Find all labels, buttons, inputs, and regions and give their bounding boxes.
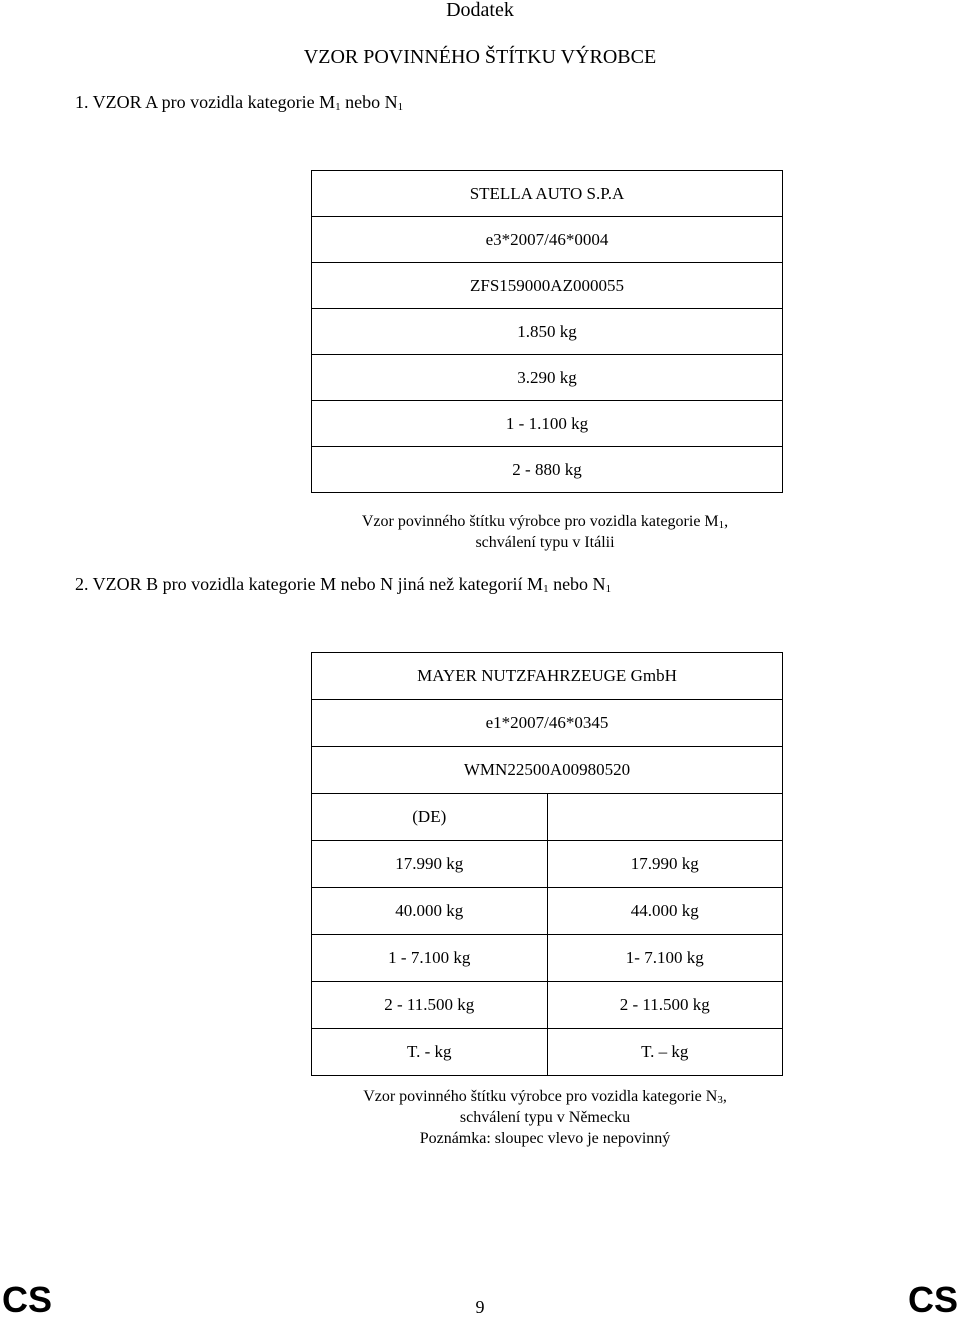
plate-a-axle-1-mass: 1 - 1.100 kg [312, 401, 783, 447]
plate-b-caption: Vzor povinného štítku výrobce pro vozidla kategorie $N_3$, schválení typu v Německu Poznámka: sloupec vlevo je nepovinný [300, 1086, 790, 1149]
plate-b-approval-number: e1*2007/46*0345 [312, 700, 783, 747]
plate-b-empty-cell [547, 794, 783, 841]
plate-a-table [311, 170, 783, 493]
plate-a-vin: ZFS159000AZ000055 [312, 263, 783, 309]
section-a-heading: 1. VZOR A pro vozidla kategorie $M_1$ nebo $N_1$ [75, 92, 404, 113]
plate-b-note: Poznámka: sloupec vlevo je nepovinný [419, 1130, 671, 1147]
plate-b-vin: WMN22500A00980520 [312, 747, 783, 794]
plate-a-axle-2-mass: 2 - 880 kg [312, 447, 783, 493]
plate-b-combination-mass-left: 40.000 kg [312, 888, 548, 935]
plate-b-coupling-right: T. – kg [547, 1029, 783, 1076]
plate-b-country-code: (DE) [312, 794, 548, 841]
plate-a-max-mass: 1.850 kg [312, 309, 783, 355]
plate-b-table [311, 652, 783, 1076]
plate-a-approval-number: e3*2007/46*0004 [312, 217, 783, 263]
plate-b-manufacturer: MAYER NUTZFAHRZEUGE GmbH [312, 653, 783, 700]
language-code-left: CS [2, 1279, 53, 1320]
annex-title: Dodatek [446, 0, 514, 21]
plate-a-manufacturer: STELLA AUTO S.P.A [312, 171, 783, 217]
plate-b-axle-1-right: 1- 7.100 kg [547, 935, 783, 982]
document-title: VZOR POVINNÉHO ŠTÍTKU VÝROBCE [303, 46, 657, 68]
plate-a-caption: Vzor povinného štítku výrobce pro vozidla kategorie $M_1$, schválení typu v Itálii [361, 513, 729, 551]
plate-b-combination-mass-right: 44.000 kg [547, 888, 783, 935]
plate-a-combination-mass: 3.290 kg [312, 355, 783, 401]
page-number: 9 [475, 1297, 485, 1317]
plate-b-max-mass-left: 17.990 kg [312, 841, 548, 888]
language-code-right: CS [907, 1279, 958, 1320]
plate-b-coupling-left: T. - kg [312, 1029, 548, 1076]
section-b-heading: 2. VZOR B pro vozidla kategorie M nebo N jiná než kategorií $M_1$ nebo $N_1$ [75, 574, 612, 595]
plate-b-axle-2-right: 2 - 11.500 kg [547, 982, 783, 1029]
plate-b-axle-1-left: 1 - 7.100 kg [312, 935, 548, 982]
plate-b-axle-2-left: 2 - 11.500 kg [312, 982, 548, 1029]
plate-b-max-mass-right: 17.990 kg [547, 841, 783, 888]
